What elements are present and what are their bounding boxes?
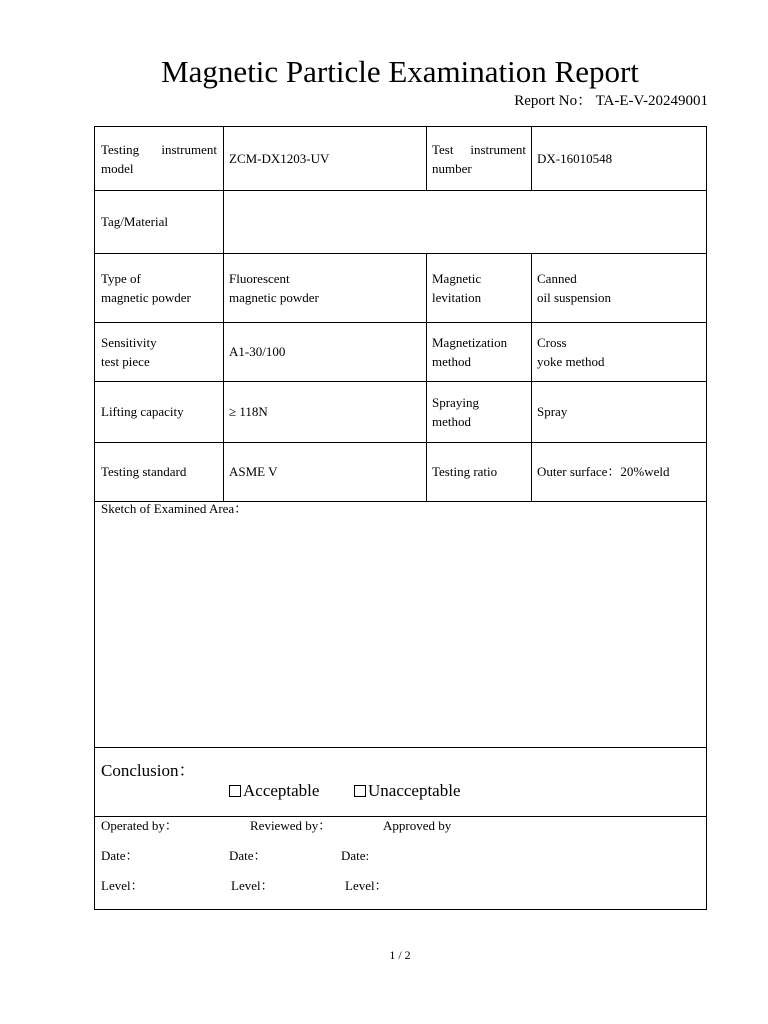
page-number: 1 / 2 [389, 948, 411, 962]
testing-standard-label: Testing standard [101, 464, 187, 479]
magnetization-method-label: Magnetization method [432, 334, 508, 369]
reviewed-by-label: Reviewed by： [250, 818, 332, 833]
instrument-number-value: DX-16010548 [537, 151, 613, 166]
operator-level-label: Level： [101, 878, 144, 893]
sensitivity-piece-value: A1-30/100 [229, 344, 286, 359]
instrument-model-label: Testing instrument model [101, 141, 217, 176]
testing-ratio-value: Outer surface：20%weld [537, 464, 670, 479]
instrument-model-value: ZCM-DX1203-UV [229, 151, 330, 166]
unacceptable-label: Unacceptable [368, 781, 461, 800]
spraying-method-label: Spraying method [432, 394, 479, 429]
tag-material-value [229, 190, 699, 253]
powder-type-label: Type of magnetic powder [101, 270, 191, 305]
report-number: Report No： TA-E-V-20249001 [514, 93, 708, 109]
reviewer-level-label: Level： [231, 878, 274, 893]
spraying-method-value: Spray [537, 404, 568, 419]
tag-material-label: Tag/Material [101, 214, 168, 229]
unacceptable-option[interactable] [354, 780, 461, 802]
report-title: Magnetic Particle Examination Report [161, 54, 639, 89]
lifting-capacity-label: Lifting capacity [101, 404, 184, 419]
testing-ratio-label: Testing ratio [432, 464, 498, 479]
reviewer-date-label: Date： [229, 848, 267, 863]
powder-type-value: Fluorescent magnetic powder [229, 270, 319, 305]
magnetization-method-value: Cross yoke method [537, 334, 605, 369]
report-table [94, 126, 707, 910]
operator-date-label: Date： [101, 848, 139, 863]
sketch-area-label: Sketch of Examined Area： [101, 501, 248, 516]
acceptable-label: Acceptable [243, 781, 320, 800]
instrument-number-label: Test instrument number [432, 141, 526, 176]
operated-by-label: Operated by： [101, 818, 178, 833]
conclusion-label: Conclusion： [101, 761, 196, 780]
sensitivity-piece-label: Sensitivity test piece [101, 334, 157, 369]
acceptable-option[interactable] [229, 780, 319, 802]
approved-by-label: Approved by [383, 818, 452, 833]
approver-level-label: Level： [345, 878, 388, 893]
magnetic-levitation-label: Magnetic levitation [432, 270, 482, 305]
acceptable-checkbox[interactable] [229, 785, 241, 797]
magnetic-levitation-value: Canned oil suspension [537, 270, 612, 305]
approver-date-label: Date: [341, 848, 370, 863]
lifting-capacity-value: ≥ 118N [229, 404, 268, 419]
unacceptable-checkbox[interactable] [354, 785, 366, 797]
testing-standard-value: ASME V [229, 464, 278, 479]
